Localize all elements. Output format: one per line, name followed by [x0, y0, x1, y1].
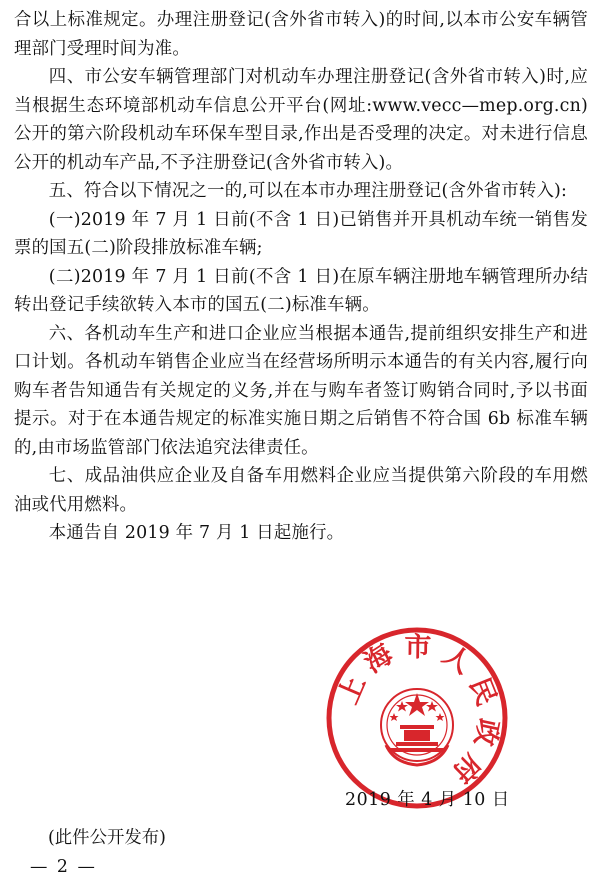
seal-graphic: [324, 625, 510, 811]
paragraph-item-4: 四、市公安车辆管理部门对机动车办理注册登记(含外省市转入)时,应当根据生态环境部机动车信息公开平台(网址:www.vecc—mep.org.cn)公开的第六阶段机动车环保车型目录,作出是否受理的决定。对未进行信息公开的机动车产品,不予注册登记(含外省市转入)。: [14, 67, 588, 173]
national-emblem-icon: [381, 689, 453, 765]
public-release-note: (此件公开发布): [48, 828, 166, 848]
paragraph-effective-date: 本通告自 2019 年 7 月 1 日起施行。: [48, 523, 345, 543]
document-body: [14, 6, 588, 548]
paragraph-item-6: 六、各机动车生产和进口企业应当根据本通告,提前组织安排生产和进口计划。各机动车销售企业应当在经营场所明示本通告的有关内容,履行向购车者告知通告有关规定的义务,并在与购车者签订购销合同时,予以书面提示。对于在本通告规定的标准实施日期之后销售不符合国 6b 标准车辆的,由市场监管部门依法追究法律责任。: [14, 323, 588, 458]
paragraph-continuation: 合以上标准规定。办理注册登记(含外省市转入)的时间,以本市公安车辆管理部门受理时间为准。: [14, 10, 588, 59]
issue-date: 2019 年 4 月 10 日: [345, 790, 510, 810]
paragraph-item-5-sub-1: (一)2019 年 7 月 1 日前(不含 1 日)已销售并开具机动车统一销售发票的国五(二)阶段排放标准车辆;: [14, 209, 588, 258]
seal-text-path: 上 海 市 人 民 政 府: [332, 631, 504, 789]
paragraph-item-5: 五、符合以下情况之一的,可以在本市办理注册登记(含外省市转入):: [48, 181, 568, 201]
paragraph-item-7: 七、成品油供应企业及自备车用燃料企业应当提供第六阶段的车用燃油或代用燃料。: [14, 466, 588, 515]
official-seal: [324, 625, 510, 811]
page-number: — 2 —: [30, 857, 97, 877]
paragraph-item-5-sub-2: (二)2019 年 7 月 1 日前(不含 1 日)在原车辆注册地车辆管理所办结转出登记手续欲转入本市的国五(二)标准车辆。: [14, 266, 588, 315]
